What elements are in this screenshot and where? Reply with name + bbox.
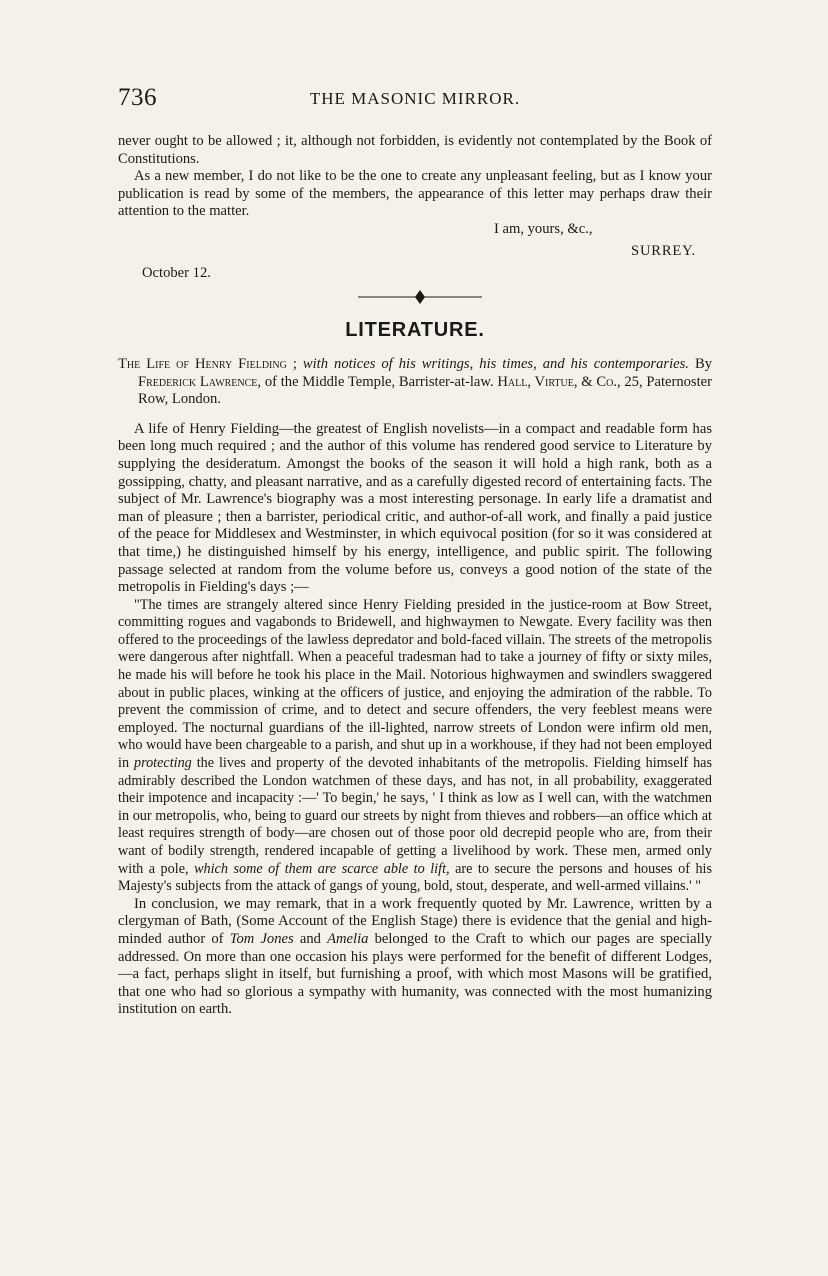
- review-paragraph: A life of Henry Fielding—the greatest of English novelists—in a compact and readable form has been long much required ; and the author of this volume has rendered good service to Literature by supplying the desideratum. Amongst the books of the season it will hold a high rank, both as a gossipping, chatty, and pleasant narrative, and as a carefully digested record of entertaining facts. The subject of Mr. Lawrence's biography was a most interesting personage. In early life a dramatist and man of pleasure ; then a barrister, periodical critic, and author-of-all work, and finally a paid justice of the peace for Middlesex and Westminster, in which equivocal position (for so it was considered at that time,) he distinguished himself by his energy, intelligence, and public spirit. The following passage selected at random from the volume before us, conveys a good notion of the state of the metropolis in Fielding's days ;—: [118, 420, 712, 596]
- citation-text: ;: [286, 355, 303, 372]
- quotation-segment: the lives and property of the devoted inhabitants of the metropolis. Fielding himself has admirably described the London watchmen of these days, and has not, in all probability, exaggerated their impotence and incapacity :—' To begin,' he says, ' I think as low as I well can, with the watchmen in our metropolis, who, being to guard our streets by night from thieves and robbers—an office which at least requires strength of body—are chosen out of those poor old decrepid people who are, from their want of bodily strength, rendered incapable of getting a livelihood by work. These men, armed only with a pole,: [118, 755, 713, 877]
- quotation-emphasis: which some of them are scarce able to lift,: [194, 860, 450, 877]
- review-quotation: [118, 597, 712, 896]
- page-number: 736: [118, 84, 157, 111]
- review-paragraph: [118, 896, 712, 1019]
- quotation-emphasis: protecting: [133, 755, 192, 772]
- citation-text: , 25, Paternoster Row, London.: [138, 373, 712, 408]
- letter-paragraph: never ought to be allowed ; it, although not forbidden, is evidently not contemplated by the Book of Constitutions.: [118, 133, 712, 167]
- letter-signature: SURREY.: [631, 242, 696, 259]
- letter-date: October 12.: [142, 264, 211, 281]
- review-text-segment: In conclusion, we may remark, that in a work frequently quoted by Mr. Lawrence, written by a clergyman of Bath, (Some Account of the English Stage) there is evidence that the genial and high-minded author of: [118, 895, 712, 947]
- letter-closing: [118, 221, 712, 287]
- quotation-segment: are to secure the persons and houses of his Majesty's subjects from the attack of gangs of young, bold, stout, desperate, and well-armed villains.' ": [118, 860, 712, 895]
- book-reference: Amelia: [327, 930, 369, 947]
- quotation-segment: "The times are strangely altered since Henry Fielding presided in the justice-room at Bow Street, committing rogues and vagabonds to Bridewell, and highwaymen to Newgate. Every facility was then offered to the proceedings of the lawless depredator and bold-faced villain. The streets of the metropolis were dangerous after nightfall. When a peaceful tradesman had to take a journey of fifty or sixty miles, he made his will before he took his place in the Mail. Notorious highwaymen and swindlers swaggered about in public places, winking at the officers of justice, and enjoying the admiration of the rabble. To prevent the commission of crime, and to detect and secure offenders, the very feeblest means were employed. The nocturnal guardians of the ill-lighted, narrow streets of London were infirm old men, who would have been chargeable to a parish, and shut up in a workhouse, if they had not been employed in: [118, 596, 712, 772]
- letter-signoff: I am, yours, &c.,: [494, 220, 593, 237]
- divider-ornament-icon: [358, 287, 482, 307]
- citation-text: By: [688, 355, 712, 372]
- citation-text: , of the Middle Temple, Barrister-at-law.: [257, 373, 498, 390]
- book-author: Frederick Lawrence: [138, 373, 258, 390]
- page-header: [118, 84, 712, 120]
- review-text-segment: and: [293, 930, 328, 947]
- book-reference: Tom Jones: [229, 930, 294, 947]
- book-citation-text: [118, 356, 712, 409]
- review-text-segment: belonged to the Craft to which our pages are specially addressed. On more than one occasion his plays were performed for the benefit of different Lodges,—a fact, perhaps slight in itself, but furnishing a proof, with which most Masons will be gratified, that one who had so glorious a sympathy with humanity, was connected with the most humanizing institution on earth.: [118, 930, 712, 1018]
- book-citation: [118, 356, 712, 409]
- quotation-text: [118, 597, 712, 896]
- book-publisher: Hall, Virtue, & Co.: [497, 373, 617, 390]
- page-body: [118, 133, 712, 1019]
- running-title: THE MASONIC MIRROR.: [309, 89, 521, 108]
- section-divider: [118, 287, 712, 309]
- book-subtitle: with notices of his writings, his times, and his contemporaries.: [302, 355, 689, 372]
- book-title: The Life of Henry Fielding: [118, 355, 287, 372]
- letter-section: [118, 133, 712, 287]
- section-heading: LITERATURE.: [345, 318, 485, 341]
- letter-paragraph: As a new member, I do not like to be the one to create any unpleasant feeling, but as I know your publication is read by some of the members, the appearance of this letter may perhaps draw their attention to the matter.: [118, 168, 712, 220]
